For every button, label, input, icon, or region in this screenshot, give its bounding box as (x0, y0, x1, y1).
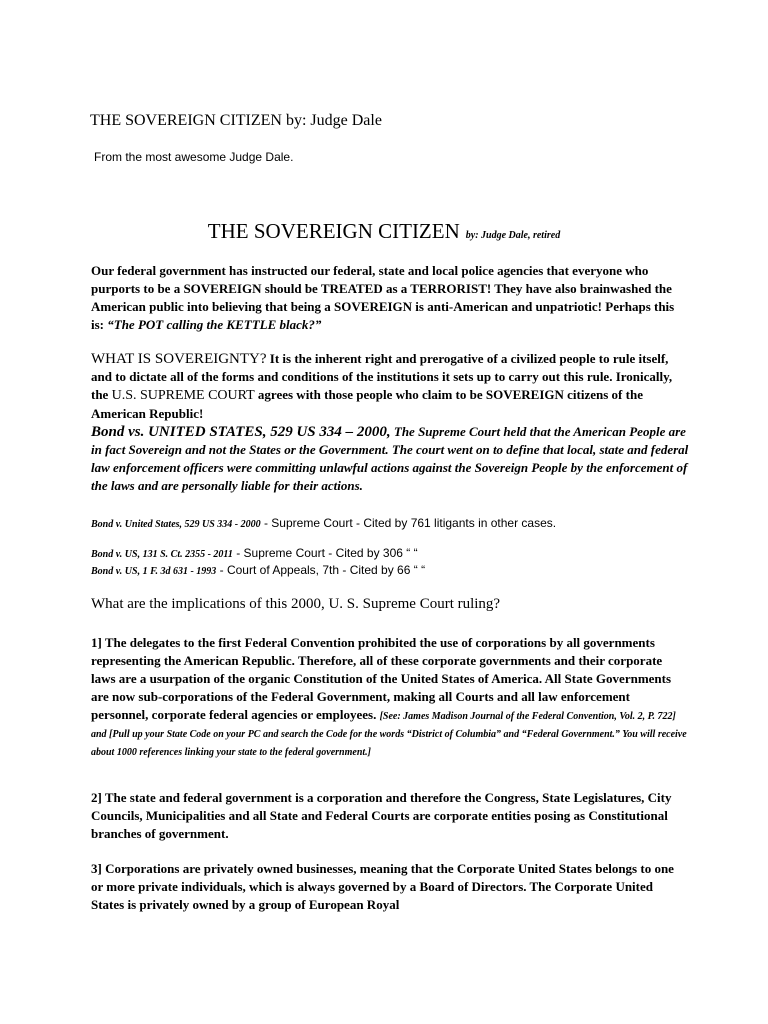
citation-line (91, 516, 689, 532)
document-subtitle: From the most awesome Judge Dale. (94, 150, 294, 164)
bond-case-title: Bond vs. UNITED STATES, 529 US 334 – 2000, (91, 424, 391, 440)
intro-quote: “The POT calling the KETTLE black?” (107, 317, 322, 332)
citation-line (91, 546, 689, 562)
citation-source: Bond v. United States, 529 US 334 - 2000 (91, 519, 261, 530)
article-title (0, 218, 768, 245)
sovereignty-paragraph (91, 350, 689, 495)
bond-case-holding: The Supreme Court held that the American People are in fact Sovereign and not the States or the Government. The court went on to define that local, state and federal law enforcement officers were committing unlawful actions against the Sovereign People by the enforcement of the laws and are personally liable for their actions. (91, 424, 689, 493)
sovereignty-text-b: agrees with those people who claim to be SOVEREIGN citizens of the American Republic! (91, 387, 643, 421)
sovereignty-text-a: It is the inherent right and prerogative of a civilized people to rule itself, and to dictate all of the forms and conditions of the institutions it sets up to carry out this rule. Ironically, the (91, 351, 673, 402)
point-paragraph: 2] The state and federal government is a corporation and therefore the Congress, State Legislatures, City Councils, Municipalities and all State and Federal Courts are corporate entities posing as Constitutional branches of government. (91, 790, 672, 841)
point-paragraph (91, 634, 689, 760)
citation-line (91, 563, 689, 579)
article-title-main: THE SOVEREIGN CITIZEN (207, 219, 460, 243)
intro-paragraph (91, 262, 689, 334)
document-heading: THE SOVEREIGN CITIZEN by: Judge Dale (90, 112, 382, 129)
point-reference: [See: James Madison Journal of the Federal Convention, Vol. 2, P. 722] and [Pull up your State Code on your PC and search the Code for the words “District of Columbia” and “Federal Government.” You will receive about 1000 references linking your state to the federal government.] (91, 711, 687, 758)
citation-detail: - Court of Appeals, 7th - Cited by 66 “ “ (216, 563, 426, 577)
point-text: 1] The delegates to the first Federal Convention prohibited the use of corporations by all governments representing the American Republic. Therefore, all of these corporate governments and their corporate laws are a usurpation of the organic Constitution of the United States of America. All State Governments are now sub-corporations of the Federal Government, making all Courts and all law enforcement personnel, corporate federal agencies or employees. (91, 635, 672, 722)
point-paragraph: 3] Corporations are privately owned businesses, meaning that the Corporate United States belongs to one or more private individuals, which is always governed by a Board of Directors. The Corporate United States is privately owned by a group of European Royal (91, 861, 674, 912)
article-byline: by: Judge Dale, retired (465, 230, 561, 241)
sovereignty-lead: WHAT IS SOVEREIGNTY? (91, 351, 267, 367)
citation-detail: - Supreme Court - Cited by 306 “ “ (232, 546, 418, 560)
citation-source: Bond v. US, 1 F. 3d 631 - 1993 (91, 566, 217, 577)
implications-question: What are the implications of this 2000, U. S. Supreme Court ruling? (91, 596, 501, 612)
bond-case-paragraph (91, 424, 688, 493)
citation-detail: - Supreme Court - Cited by 761 litigants in other cases. (260, 516, 557, 530)
supreme-court-label: U.S. SUPREME COURT (111, 388, 255, 403)
intro-text: Our federal government has instructed our federal, state and local police agencies that everyone who purports to be a SOVEREIGN should be TREATED as a TERRORIST! They have also brainwashed the American public into believing that being a SOVEREIGN is anti-American and unpatriotic! Perhaps this is: (91, 263, 675, 332)
citation-source: Bond v. US, 131 S. Ct. 2355 - 2011 (91, 549, 233, 560)
